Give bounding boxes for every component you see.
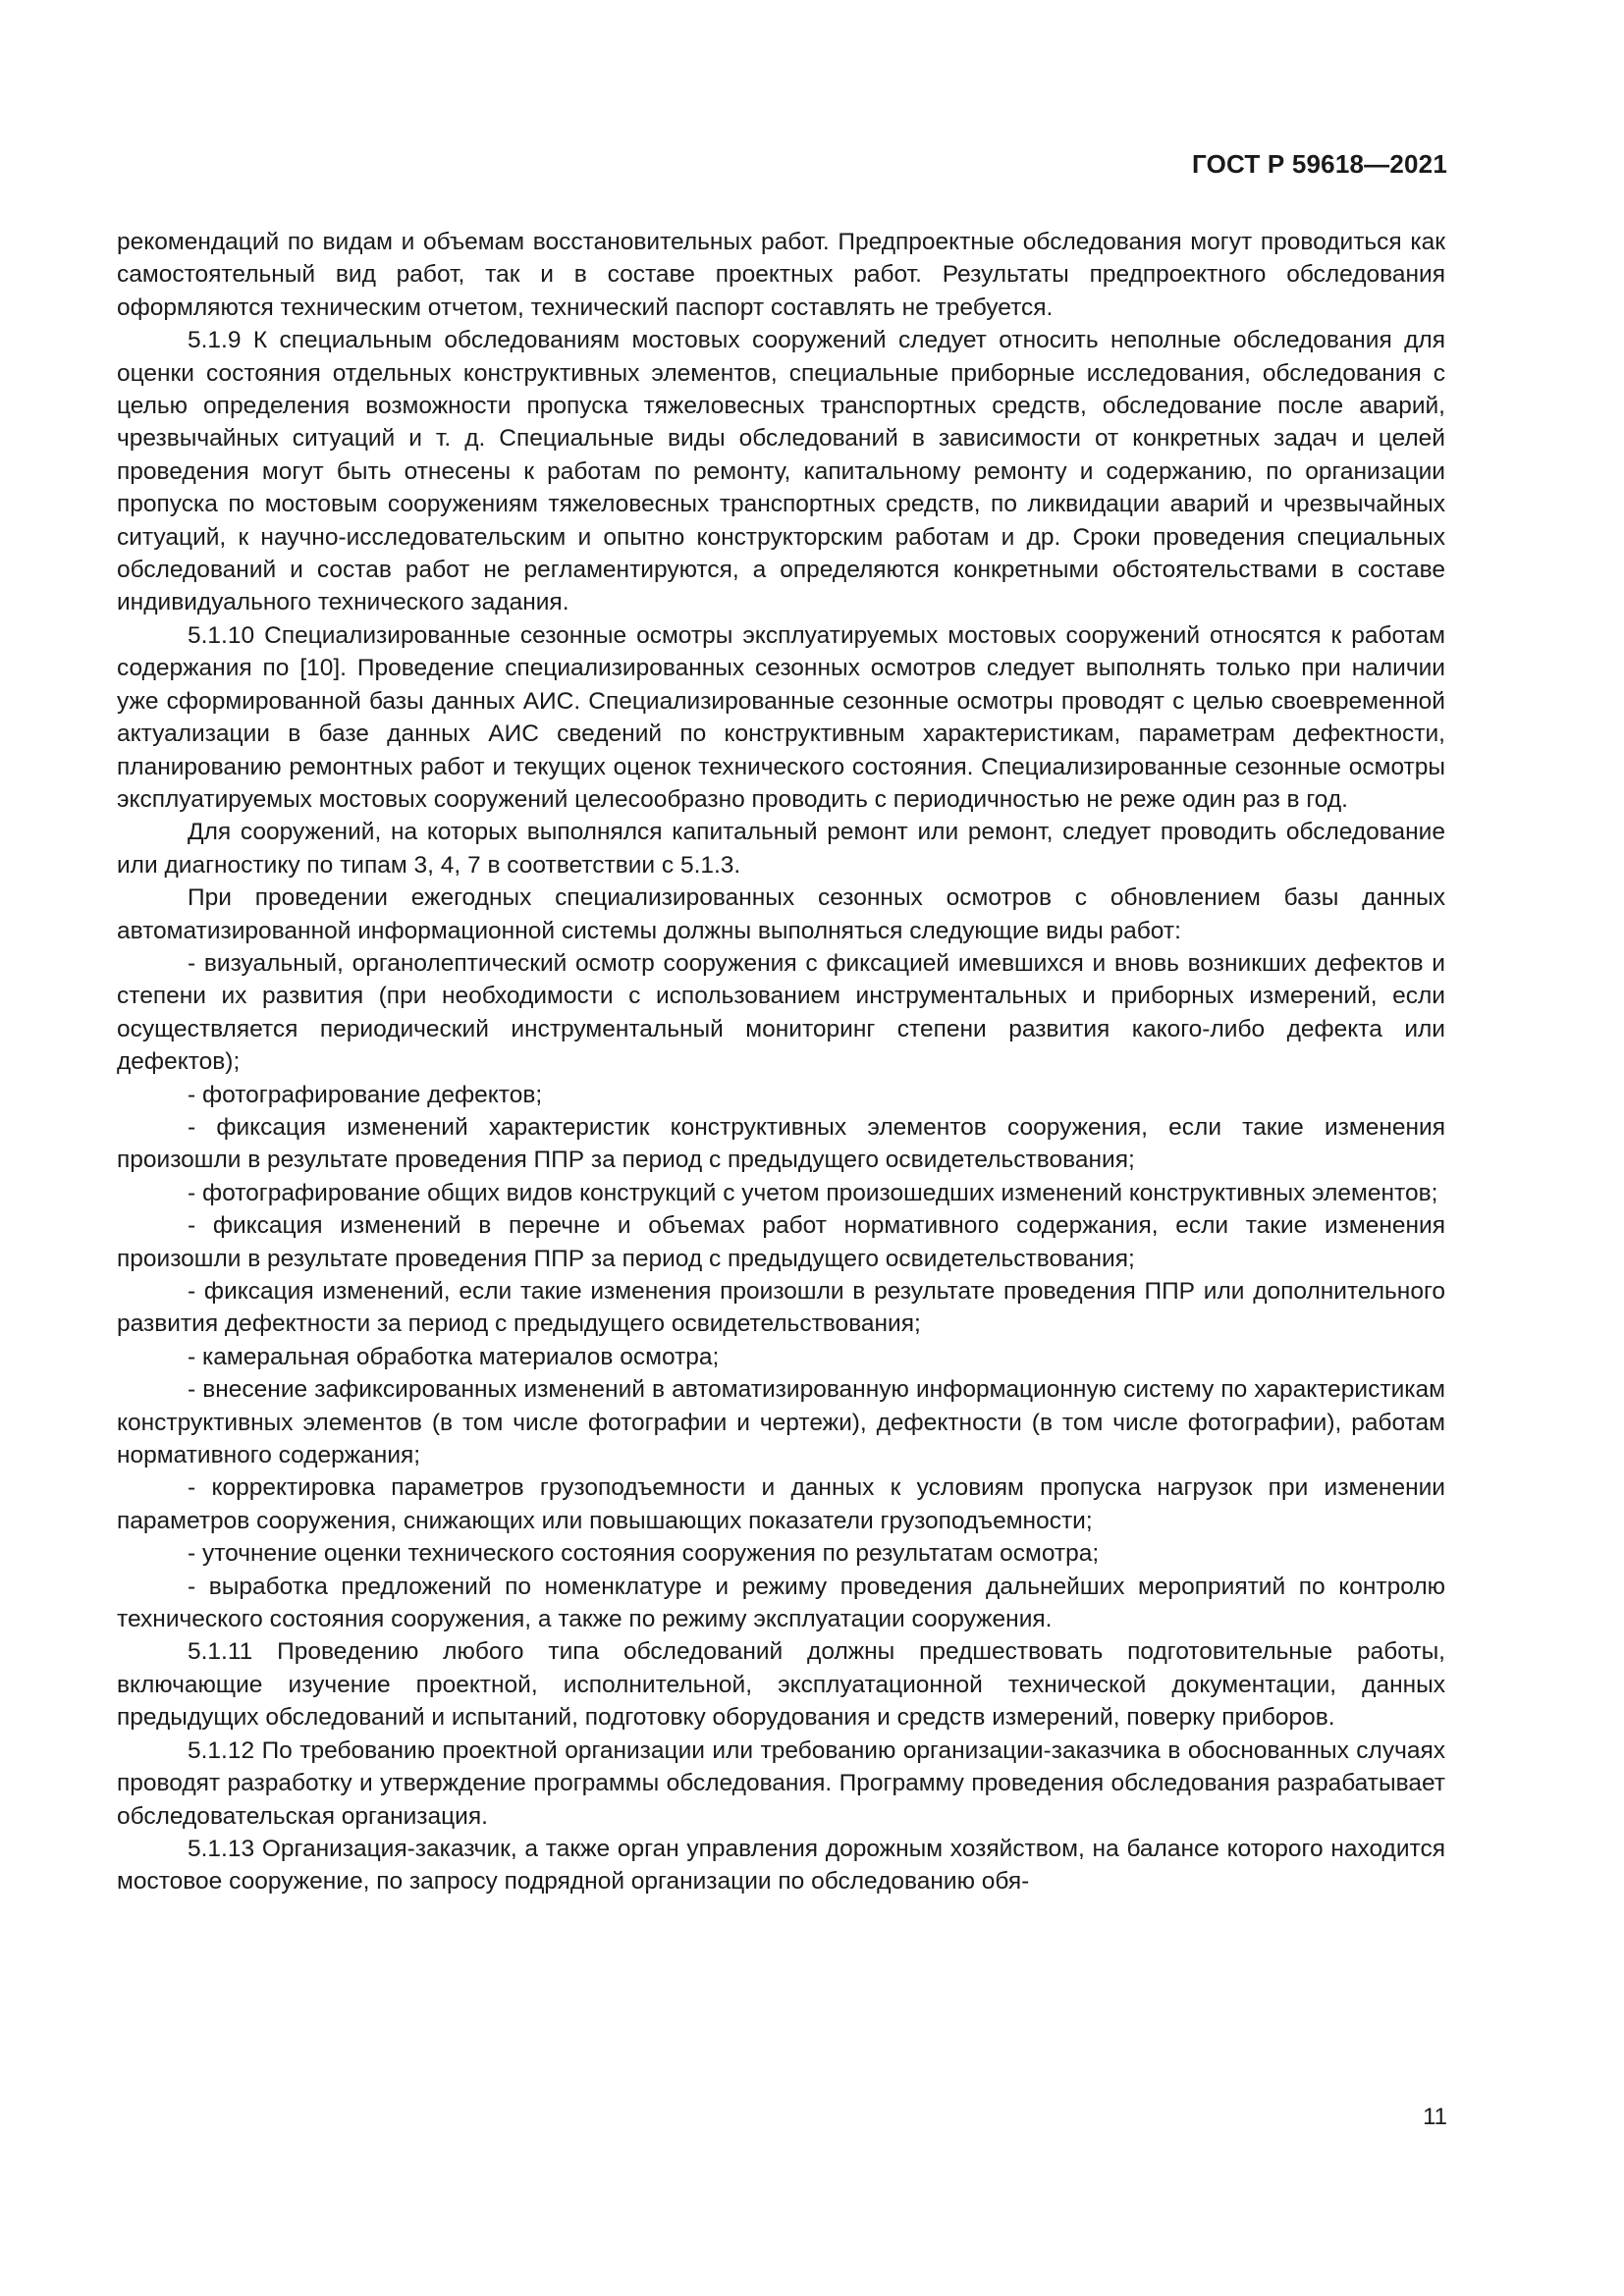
- list-item: - фиксация изменений, если такие изменения произошли в результате проведения ППР или дополнительного развития дефектности за период с предыдущего освидетельствования;: [117, 1278, 1445, 1338]
- paragraph: 5.1.9 К специальным обследованиям мостовых сооружений следует относить неполные обследования для оценки состояния отдельных конструктивных элементов, специальные приборные исследования, обследования с целью определения возможности пропуска тяжеловесных транспортных средств, обследование после аварий, чрезвычайных ситуаций и т. д. Специальные виды обследований в зависимости от конкретных задач и целей проведения могут быть отнесены к работам по ремонту, капитальному ремонту и содержанию, по организации пропуска по мостовым сооружениям тяжеловесных транспортных средств, по ликвидации аварий и чрезвычайных ситуаций, к научно-исследовательским и опытно конструкторским работам и др. Сроки проведения специальных обследований и состав работ не регламентируются, а определяются конкретными обстоятельствами в составе индивидуального технического задания.: [117, 327, 1445, 616]
- list-item: - фиксация изменений характеристик конструктивных элементов сооружения, если такие изменения произошли в результате проведения ППР за период с предыдущего освидетельствования;: [117, 1113, 1445, 1174]
- list-item: - фотографирование общих видов конструкций с учетом произошедших изменений конструктивных элементов;: [188, 1179, 1438, 1206]
- list-item: - корректировка параметров грузоподъемности и данных к условиям пропуска нагрузок при изменении параметров сооружения, снижающих или повышающих показатели грузоподъемности;: [117, 1474, 1445, 1534]
- paragraph: Для сооружений, на которых выполнялся капитальный ремонт или ремонт, следует проводить обследование или диагностику по типам 3, 4, 7 в соответствии с 5.1.3.: [117, 819, 1445, 879]
- paragraph: 5.1.12 По требованию проектной организации или требованию организации-заказчика в обоснованных случаях проводят разработку и утверждение программы обследования. Программу проведения обследования разрабатывает обследовательская организация.: [117, 1736, 1445, 1830]
- paragraph: При проведении ежегодных специализированных сезонных осмотров с обновлением базы данных автоматизированной информационной системы должны выполняться следующие виды работ:: [117, 884, 1445, 944]
- body-text: [117, 226, 1445, 1898]
- paragraph: 5.1.13 Организация-заказчик, а также орган управления дорожным хозяйством, на балансе которого находится мостовое сооружение, по запросу подрядной организации по обследованию обя-: [117, 1835, 1445, 1896]
- list-item: - внесение зафиксированных изменений в автоматизированную информационную систему по характеристикам конструктивных элементов (в том числе фотографии и чертежи), дефектности (в том числе фотографии), работам нормативного содержания;: [117, 1376, 1445, 1469]
- list-item: - камеральная обработка материалов осмотра;: [188, 1343, 720, 1370]
- document-header: ГОСТ Р 59618—2021: [1192, 149, 1447, 179]
- page-number: 11: [1423, 2104, 1447, 2130]
- paragraph: рекомендаций по видам и объемам восстановительных работ. Предпроектные обследования могут проводиться как самостоятельный вид работ, так и в составе проектных работ. Результаты предпроектного обследования оформляются техническим отчетом, технический паспорт составлять не требуется.: [117, 229, 1445, 321]
- list-item: - фотографирование дефектов;: [188, 1081, 543, 1108]
- list-item: - выработка предложений по номенклатуре и режиму проведения дальнейших мероприятий по контролю технического состояния сооружения, а также по режиму эксплуатации сооружения.: [117, 1573, 1445, 1633]
- list-item: - фиксация изменений в перечне и объемах работ нормативного содержания, если такие изменения произошли в результате проведения ППР за период с предыдущего освидетельствования;: [117, 1212, 1445, 1272]
- paragraph: 5.1.11 Проведению любого типа обследований должны предшествовать подготовительные работы, включающие изучение проектной, исполнительной, эксплуатационной технической документации, данных предыдущих обследований и испытаний, подготовку оборудования и средств измерений, поверку приборов.: [117, 1638, 1445, 1732]
- list-item: - уточнение оценки технического состояния сооружения по результатам осмотра;: [188, 1540, 1100, 1568]
- paragraph: 5.1.10 Специализированные сезонные осмотры эксплуатируемых мостовых сооружений относятся к работам содержания по [10]. Проведение специализированных сезонных осмотров следует выполнять только при наличии уже сформированной базы данных АИС. Специализированные сезонные осмотры проводят с целью своевременной актуализации в базе данных АИС сведений по конструктивным характеристикам, параметрам дефектности, планированию ремонтных работ и текущих оценок технического состояния. Специализированные сезонные осмотры эксплуатируемых мостовых сооружений целесообразно проводить с периодичностью не реже один раз в год.: [117, 621, 1445, 813]
- list-item: - визуальный, органолептический осмотр сооружения с фиксацией имевшихся и вновь возникших дефектов и степени их развития (при необходимости с использованием инструментальных и приборных измерений, если осуществляется периодический инструментальный мониторинг степени развития какого-либо дефекта или дефектов);: [117, 949, 1445, 1076]
